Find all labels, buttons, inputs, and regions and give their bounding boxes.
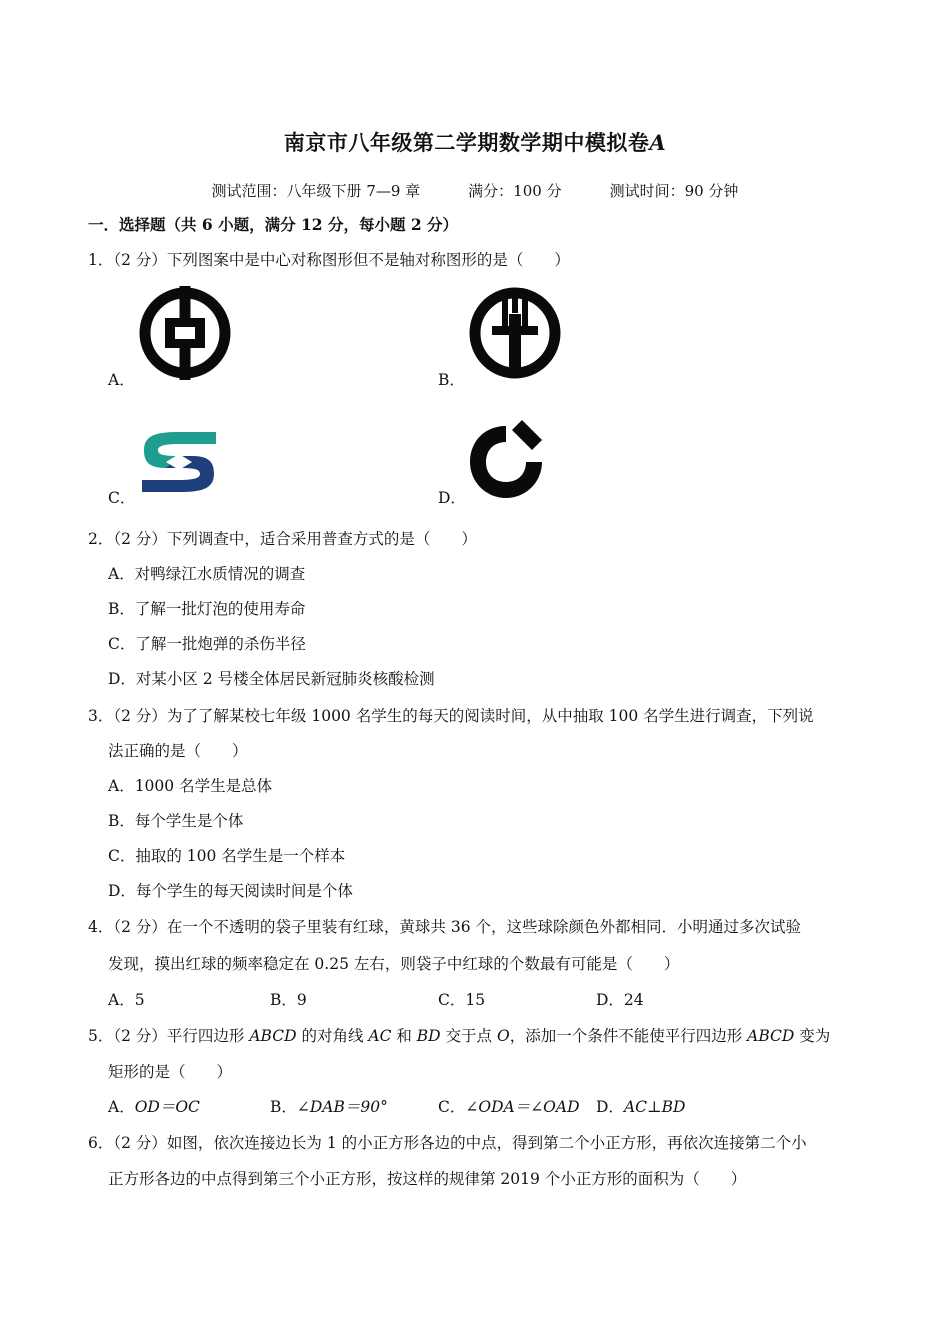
question-stem: （2 分）为了了解某校七年级 1000 名学生的每天的阅读时间，从中抽取 100 名学生进行调查，下列说 <box>113 707 814 725</box>
question-stem: （2 分）如图，依次连接边长为 1 的小正方形各边的中点，得到第二个小正方形，再依次连接第二个小 <box>113 1134 807 1152</box>
q2-option-c: C．了解一批炮弹的杀伤半径 <box>108 635 306 653</box>
option-label: C． <box>438 1098 466 1116</box>
bank-of-china-logo-icon <box>138 286 232 380</box>
exam-scope: 测试范围：八年级下册 7—9 章 <box>211 182 421 200</box>
question-stem: （2 分）下列调查中，适合采用普查方式的是（ ） <box>113 530 477 548</box>
question-1 <box>88 250 570 270</box>
q5-option-a <box>108 1097 200 1117</box>
page-title <box>0 127 950 157</box>
q5-stem-part: 交于点 <box>440 1027 497 1045</box>
question-number: 1． <box>88 251 114 269</box>
question-6 <box>88 1133 807 1153</box>
q5-option-d <box>596 1097 685 1117</box>
question-stem: （2 分）在一个不透明的袋子里装有红球，黄球共 36 个，这些球除颜色外都相同．小明通过多次试验 <box>113 918 801 936</box>
q5-stem-part: 的对角线 <box>296 1027 369 1045</box>
q5-var: ABCD <box>747 1027 795 1045</box>
question-number: 5． <box>88 1027 114 1045</box>
q5-stem-part: 变为 <box>794 1027 831 1045</box>
agricultural-bank-logo-icon <box>468 286 562 380</box>
q4-option-d: D．24 <box>596 991 644 1009</box>
question-3-line2: 法正确的是（ ） <box>108 742 248 760</box>
option-text: OD＝OC <box>134 1098 200 1116</box>
q1-option-b-label: B． <box>438 371 465 389</box>
exam-score: 满分：100 分 <box>468 182 562 200</box>
option-text: ∠ODA＝∠OAD <box>465 1098 580 1116</box>
exam-meta <box>0 180 950 201</box>
option-text: AC⊥BD <box>623 1098 686 1116</box>
title-suffix: A <box>649 130 667 155</box>
q5-var: BD <box>416 1027 441 1045</box>
question-number: 2． <box>88 530 114 548</box>
option-text: ∠DAB＝90° <box>296 1098 388 1116</box>
q1-option-a-label: A． <box>108 371 135 389</box>
q3-option-a: A．1000 名学生是总体 <box>108 777 273 795</box>
q1-option-c-label: C． <box>108 489 136 507</box>
option-label: A． <box>108 1098 135 1116</box>
q5-var: AC <box>368 1027 392 1045</box>
title-text: 南京市八年级第二学期数学期中模拟卷 <box>283 130 650 155</box>
q5-stem-part: ，添加一个条件不能使平行四边形 <box>509 1027 748 1045</box>
question-number: 6． <box>88 1134 114 1152</box>
q4-option-c: C．15 <box>438 991 486 1009</box>
question-number: 3． <box>88 707 114 725</box>
question-4-line2: 发现，摸出红球的频率稳定在 0.25 左右，则袋子中红球的个数最有可能是（ ） <box>108 955 680 973</box>
q3-option-c: C．抽取的 100 名学生是一个样本 <box>108 847 346 865</box>
exam-time: 测试时间：90 分钟 <box>609 182 739 200</box>
q3-option-b: B．每个学生是个体 <box>108 812 244 830</box>
question-3 <box>88 706 814 726</box>
q4-option-b: B．9 <box>270 991 307 1009</box>
option-label: D． <box>596 1098 624 1116</box>
q5-var: ABCD <box>249 1027 297 1045</box>
s-shaped-bank-logo-icon <box>134 428 224 496</box>
q5-stem-part: 和 <box>391 1027 417 1045</box>
question-5-line2: 矩形的是（ ） <box>108 1063 233 1081</box>
section-heading: 一．选择题（共 6 小题，满分 12 分，每小题 2 分） <box>88 215 459 234</box>
question-5 <box>88 1026 830 1046</box>
q3-option-d: D．每个学生的每天阅读时间是个体 <box>108 882 353 900</box>
question-2 <box>88 529 477 549</box>
q5-option-c <box>438 1097 580 1117</box>
q2-option-a: A．对鸭绿江水质情况的调查 <box>108 565 306 583</box>
construction-bank-logo-icon <box>466 420 548 502</box>
q2-option-b: B．了解一批灯泡的使用寿命 <box>108 600 306 618</box>
question-6-line2: 正方形各边的中点得到第三个小正方形，按这样的规律第 2019 个小正方形的面积为（ ） <box>108 1170 747 1188</box>
question-number: 4． <box>88 918 114 936</box>
q1-option-d-label: D． <box>438 489 466 507</box>
question-4 <box>88 917 801 937</box>
q5-stem-part: （2 分）平行四边形 <box>113 1027 250 1045</box>
q4-option-a: A．5 <box>108 991 145 1009</box>
option-label: B． <box>270 1098 297 1116</box>
q2-option-d: D．对某小区 2 号楼全体居民新冠肺炎核酸检测 <box>108 670 435 688</box>
q5-option-b <box>270 1097 388 1117</box>
question-stem: （2 分）下列图案中是中心对称图形但不是轴对称图形的是（ ） <box>113 251 570 269</box>
q5-var: O <box>496 1027 510 1045</box>
